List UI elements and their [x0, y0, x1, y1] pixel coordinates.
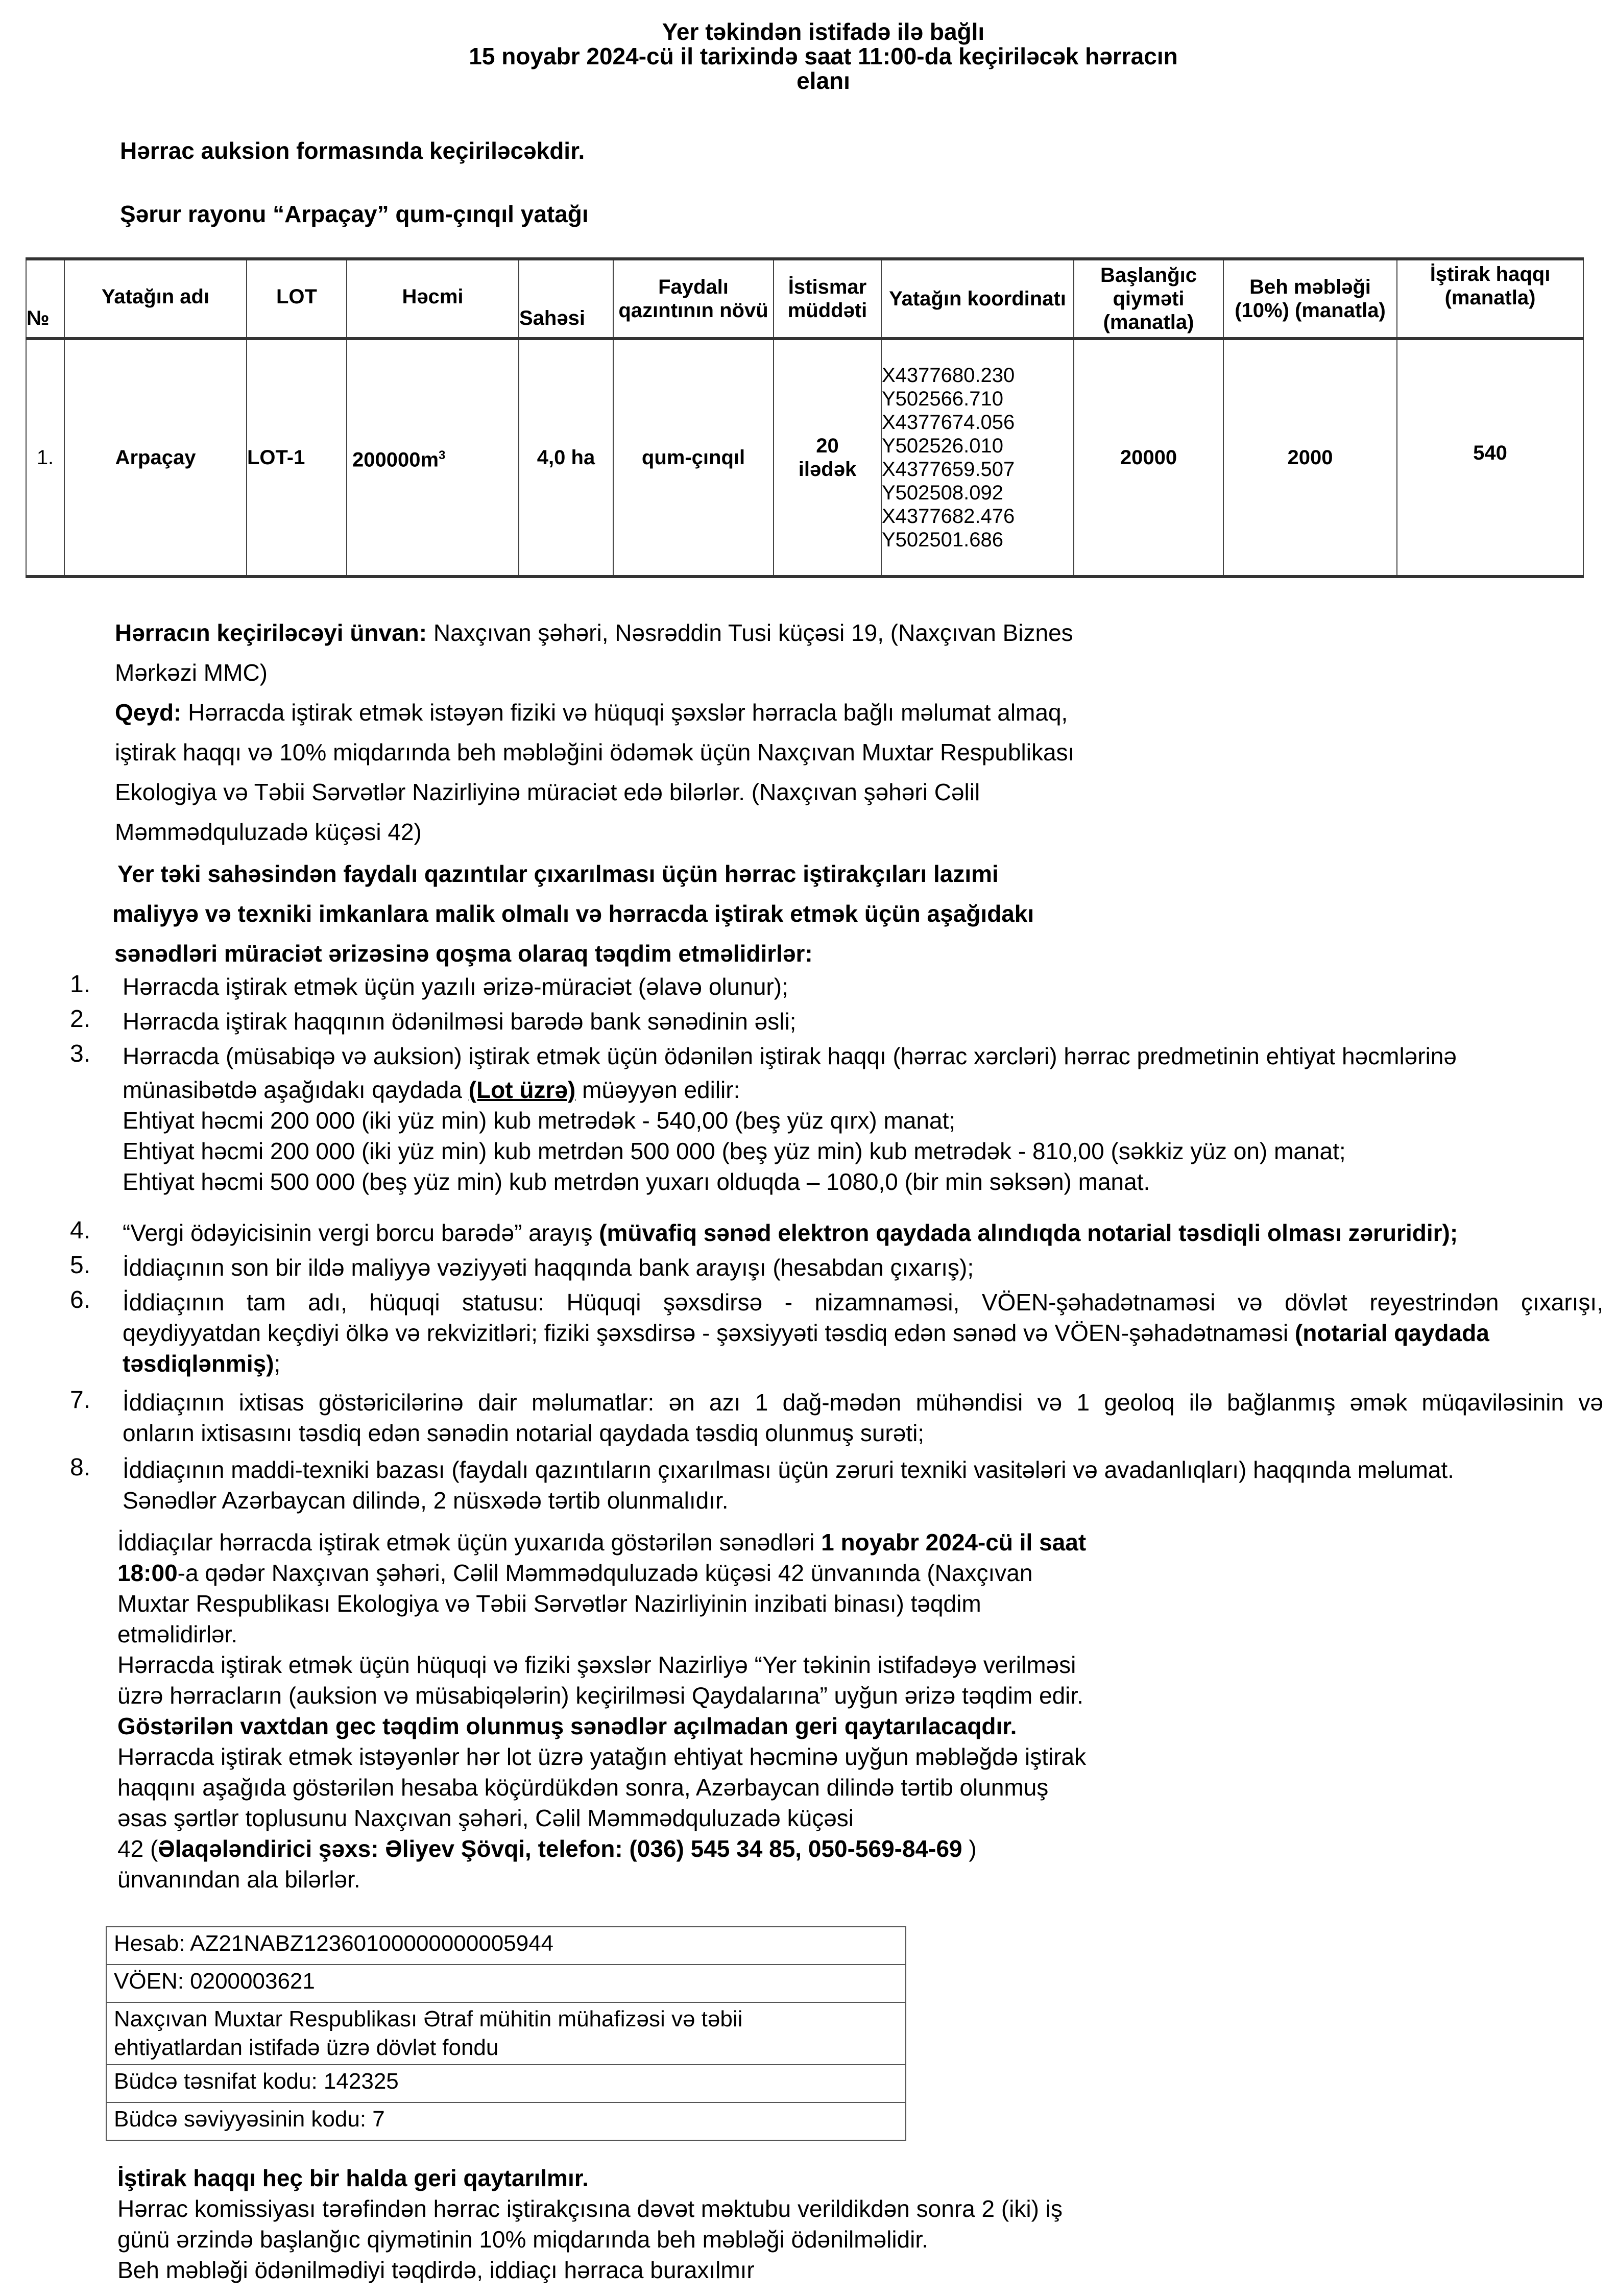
list-item: İddiaçının son bir ildə maliyyə vəziyyəti haqqında bank arayışı (hesabdan çıxarış); — [123, 1254, 974, 1281]
col-header-no: № — [26, 259, 64, 339]
col-header-name: Yatağın adı — [64, 259, 247, 339]
table-header-row — [26, 259, 1583, 339]
requirements-intro — [112, 854, 1343, 973]
list-item-line: qeydiyyatdan keçdiyi ölkə və rekvizitləri; fiziki şəxsdirsə - şəxsiyyəti təsdiq edən sənəd və VÖEN-şəhadətnaməsi — [123, 1320, 1295, 1346]
venue-text-cont: Mərkəzi MMC) — [115, 659, 268, 686]
coordinate: Y502566.710 — [882, 388, 1004, 410]
cell-mineral-type: qum-çınqıl — [613, 339, 774, 577]
list-item-line: İddiaçının tam adı, hüquqi statusu: Hüquqi şəxsdirsə - nizamnaməsi, VÖEN-şəhadətnaməsi və dövlət reyestrindən çıxarışı, — [123, 1289, 1603, 1316]
term-unit: ilədək — [798, 458, 857, 481]
list-number: 3. — [70, 1040, 91, 1067]
budget-classification-code: Büdcə təsnifat kodu: 142325 — [106, 2065, 906, 2102]
list-number: 8. — [70, 1454, 91, 1481]
list-number: 6. — [70, 1286, 91, 1313]
list-item-line: onların ixtisasını təsdiq edən sənədin notarial qaydada təsdiq olunmuş surəti; — [123, 1420, 925, 1446]
title-line: Yer təkindən istifadə ilə bağlı — [662, 18, 985, 45]
submission-text: haqqını aşağıda göstərilən hesaba köçürdükdən sonra, Azərbaycan dilində tərtib olunmuş — [117, 1774, 1049, 1801]
col-header-lot: LOT — [247, 259, 347, 339]
list-item-emphasis: (notarial qaydada — [1294, 1320, 1489, 1346]
fee-tier: Ehtiyat həcmi 200 000 (iki yüz min) kub metrdən 500 000 (beş yüz min) kub metrədək - 810,00 (səkkiz yüz on) manat; — [123, 1138, 1346, 1164]
list-item — [123, 1387, 1603, 1448]
bank-details-table — [106, 1926, 906, 2141]
cell-start-price: 20000 — [1074, 339, 1223, 577]
coordinate: Y502508.092 — [882, 482, 1004, 504]
note-text: Məmmədquluzadə küçəsi 42) — [115, 819, 422, 845]
bank-recipient-line: Naxçıvan Muxtar Respublikası Ətraf mühitin mühafizəsi və təbii — [114, 2006, 743, 2031]
submission-text: İddiaçılar hərracda iştirak etmək üçün yuxarıda göstərilən sənədləri — [117, 1529, 822, 1556]
late-submission-notice: Göstərilən vaxtdan gec təqdim olunmuş sənədlər açılmadan geri qaytarılacaqdır. — [117, 1713, 1017, 1739]
list-item-line: Hərracda (müsabiqə və auksion) iştirak etmək üçün ödənilən iştirak haqqı (hərrac xərcləri) hərrac predmetinin ehtiyat həcmlərinə — [123, 1043, 1457, 1069]
budget-level-code: Büdcə səviyyəsinin kodu: 7 — [106, 2102, 906, 2140]
venue-label: Hərracın keçiriləcəyi ünvan: — [115, 619, 427, 646]
submission-text: əsas şərtlər toplusunu Naxçıvan şəhəri, Cəlil Məmmədquluzadə küçəsi — [117, 1805, 854, 1831]
note-text: Ekologiya və Təbii Sərvətlər Nazirliyinə müraciət edə bilərlər. (Naxçıvan şəhəri Cəlil — [115, 779, 980, 805]
bank-recipient — [106, 2002, 906, 2065]
list-number: 1. — [70, 971, 91, 998]
list-number: 7. — [70, 1386, 91, 1414]
venue-text: Naxçıvan şəhəri, Nəsrəddin Tusi küçəsi 19, (Naxçıvan Biznes — [427, 619, 1073, 646]
requirements-intro-line: Yer təki sahəsindən faydalı qazıntılar çıxarılması üçün hərrac iştirakçıları lazımi — [117, 860, 999, 887]
cell-term — [774, 339, 881, 577]
submission-deadline-time: 18:00 — [117, 1560, 178, 1586]
submission-text: üzrə hərracların (auksion və müsabiqələrin) keçirilməsi Qaydalarına” uyğun ərizə təqdim edir. — [117, 1682, 1083, 1709]
announcement-title — [0, 19, 1616, 93]
submission-text: ünvanından ala bilərlər. — [117, 1866, 360, 1893]
cell-deposit: 2000 — [1223, 339, 1397, 577]
volume-value: 200000m — [352, 448, 439, 471]
list-item: Hərracda iştirak haqqının ödənilməsi barədə bank sənədinin əsli; — [123, 1008, 797, 1035]
col-header-term: İstismar müddəti — [774, 259, 881, 339]
cell-no: 1. — [26, 339, 64, 577]
lot-basis-emphasis: (Lot üzrə) — [468, 1077, 576, 1103]
col-header-deposit: Beh məbləği (10%) (manatla) — [1223, 259, 1397, 339]
submission-text: Hərracda iştirak etmək istəyənlər hər lot üzrə yatağın ehtiyat həcminə uyğun məbləğdə iştirak — [117, 1743, 1087, 1770]
cell-area: 4,0 ha — [519, 339, 613, 577]
cell-lot: LOT-1 — [247, 339, 347, 577]
venue-paragraph — [115, 613, 1340, 852]
lot-table — [26, 257, 1584, 578]
coordinate: Y502501.686 — [882, 529, 1004, 551]
submission-text: Hərracda iştirak etmək üçün hüquqi və fiziki şəxslər Nazirliyə “Yer təkinin istifadəyə verilməsi — [117, 1652, 1076, 1678]
list-item: Hərracda iştirak etmək üçün yazılı ərizə-müraciət (əlavə olunur); — [123, 973, 788, 1000]
bank-voen: VÖEN: 0200003621 — [106, 1965, 906, 2002]
list-number: 4. — [70, 1217, 91, 1244]
fee-tier: Ehtiyat həcmi 500 000 (beş yüz min) kub metrdən yuxarı olduqda – 1080,0 (bir min səksən) manat. — [123, 1168, 1150, 1195]
contact-person: Əlaqələndirici şəxs: Əliyev Şövqi, telefon: (036) 545 34 85, 050-569-84-69 — [158, 1835, 962, 1862]
bank-recipient-line: ehtiyatlardan istifadə üzrə dövlət fondu — [114, 2035, 499, 2060]
cell-fee: 540 — [1397, 339, 1583, 577]
bank-account: Hesab: AZ21NABZ12360100000000005944 — [106, 1927, 906, 1965]
submission-paragraph — [117, 1527, 1292, 1895]
footer-text: Hərrac komissiyası tərəfindən hərrac iştirakçısına dəvət məktubu verildikdən sonra 2 (iki) iş — [117, 2195, 1063, 2222]
title-line: elanı — [797, 67, 850, 94]
title-line: 15 noyabr 2024-cü il tarixində saat 11:00-da keçiriləcək hərracın — [469, 43, 1178, 69]
list-item-line: ; — [274, 1350, 281, 1377]
footer-text: Beh məbləği ödənilmədiyi təqdirdə, iddiaçı hərraca buraxılmır — [117, 2257, 755, 2283]
requirements-intro-line: maliyyə və texniki imkanlara malik olmalı və hərracda iştirak etmək üçün aşağıdakı — [112, 900, 1034, 927]
list-item-line: İddiaçının ixtisas göstəricilərinə dair məlumatlar: ən azı 1 dağ-mədən mühəndisi və 1 geoloq ilə bağlanmış əmək müqaviləsinin və — [123, 1389, 1603, 1416]
submission-text: -a qədər Naxçıvan şəhəri, Cəlil Məmmədquluzadə küçəsi 42 ünvanında (Naxçıvan — [177, 1560, 1033, 1586]
list-item-emphasis: (müvafiq sənəd elektron qaydada alındıqda notarial təsdiqli olması zəruridir); — [599, 1219, 1458, 1246]
submission-text: 42 ( — [117, 1835, 158, 1862]
table-row — [26, 339, 1583, 577]
list-item — [123, 1041, 1603, 1197]
cell-name: Arpaçay — [64, 339, 247, 577]
footer-text: günü ərzində başlanğıc qiymətinin 10% miqdarında beh məbləği ödənilməlidir. — [117, 2226, 928, 2253]
term-value: 20 — [816, 435, 839, 457]
col-header-mineral-type: Faydalı qazıntının növü — [613, 259, 774, 339]
list-item-line: Sənədlər Azərbaycan dilində, 2 nüsxədə tərtib olunmalıdır. — [123, 1487, 729, 1514]
col-header-volume: Həcmi — [347, 259, 519, 339]
list-item-line: münasibətdə aşağıdakı qaydada — [123, 1077, 469, 1103]
footer-notes — [117, 2163, 1292, 2285]
note-text: Hərracda iştirak etmək istəyən fiziki və hüquqi şəxslər hərracla bağlı məlumat almaq, — [181, 699, 1068, 726]
col-header-coordinates: Yatağın koordinatı — [881, 259, 1074, 339]
coordinate: X4377674.056 — [882, 411, 1015, 434]
note-text: iştirak haqqı və 10% miqdarında beh məbləğini ödəmək üçün Naxçıvan Muxtar Respublikası — [115, 739, 1075, 766]
cell-coordinates — [881, 339, 1074, 577]
note-label: Qeyd: — [115, 699, 182, 726]
submission-text: Muxtar Respublikası Ekologiya və Təbii Sərvətlər Nazirliyinin inzibati binası) təqdim — [117, 1590, 981, 1617]
list-item — [123, 1217, 1458, 1248]
submission-text: etməlidirlər. — [117, 1621, 238, 1647]
list-item-line: müəyyən edilir: — [575, 1077, 740, 1103]
list-item — [123, 1454, 1603, 1516]
list-number: 5. — [70, 1252, 91, 1279]
list-item — [123, 1287, 1603, 1379]
col-header-start-price: Başlanğıc qiyməti (manatla) — [1074, 259, 1223, 339]
volume-unit-superscript: 3 — [439, 448, 446, 462]
auction-form-heading: Hərrac auksion formasında keçiriləcəkdir. — [120, 137, 585, 164]
list-item-text: “Vergi ödəyicisinin vergi borcu barədə” arayış — [123, 1219, 599, 1246]
submission-deadline: 1 noyabr 2024-cü il saat — [821, 1529, 1087, 1556]
list-item-emphasis: təsdiqlənmiş) — [123, 1350, 274, 1377]
coordinate: Y502526.010 — [882, 435, 1004, 457]
deposit-heading: Şərur rayonu “Arpaçay” qum-çınqıl yatağı — [120, 201, 589, 227]
submission-text: ) — [962, 1835, 977, 1862]
fee-tier: Ehtiyat həcmi 200 000 (iki yüz min) kub metrədək - 540,00 (beş yüz qırx) manat; — [123, 1107, 956, 1134]
list-number: 2. — [70, 1006, 91, 1033]
col-header-area: Sahəsi — [519, 259, 613, 339]
coordinate: X4377682.476 — [882, 505, 1015, 528]
col-header-fee: İştirak haqqı (manatla) — [1397, 259, 1583, 339]
cell-volume — [347, 339, 519, 577]
coordinate: X4377680.230 — [882, 364, 1015, 387]
coordinate: X4377659.507 — [882, 458, 1015, 481]
requirements-intro-line: sənədləri müraciət ərizəsinə qoşma olaraq təqdim etməlidirlər: — [114, 940, 813, 967]
no-refund-notice: İştirak haqqı heç bir halda geri qaytarılmır. — [117, 2165, 589, 2191]
list-item-line: İddiaçının maddi-texniki bazası (faydalı qazıntıların çıxarılması üçün zəruri texniki vasitələri və avadanlıqları) haqqında məlumat. — [123, 1456, 1454, 1483]
